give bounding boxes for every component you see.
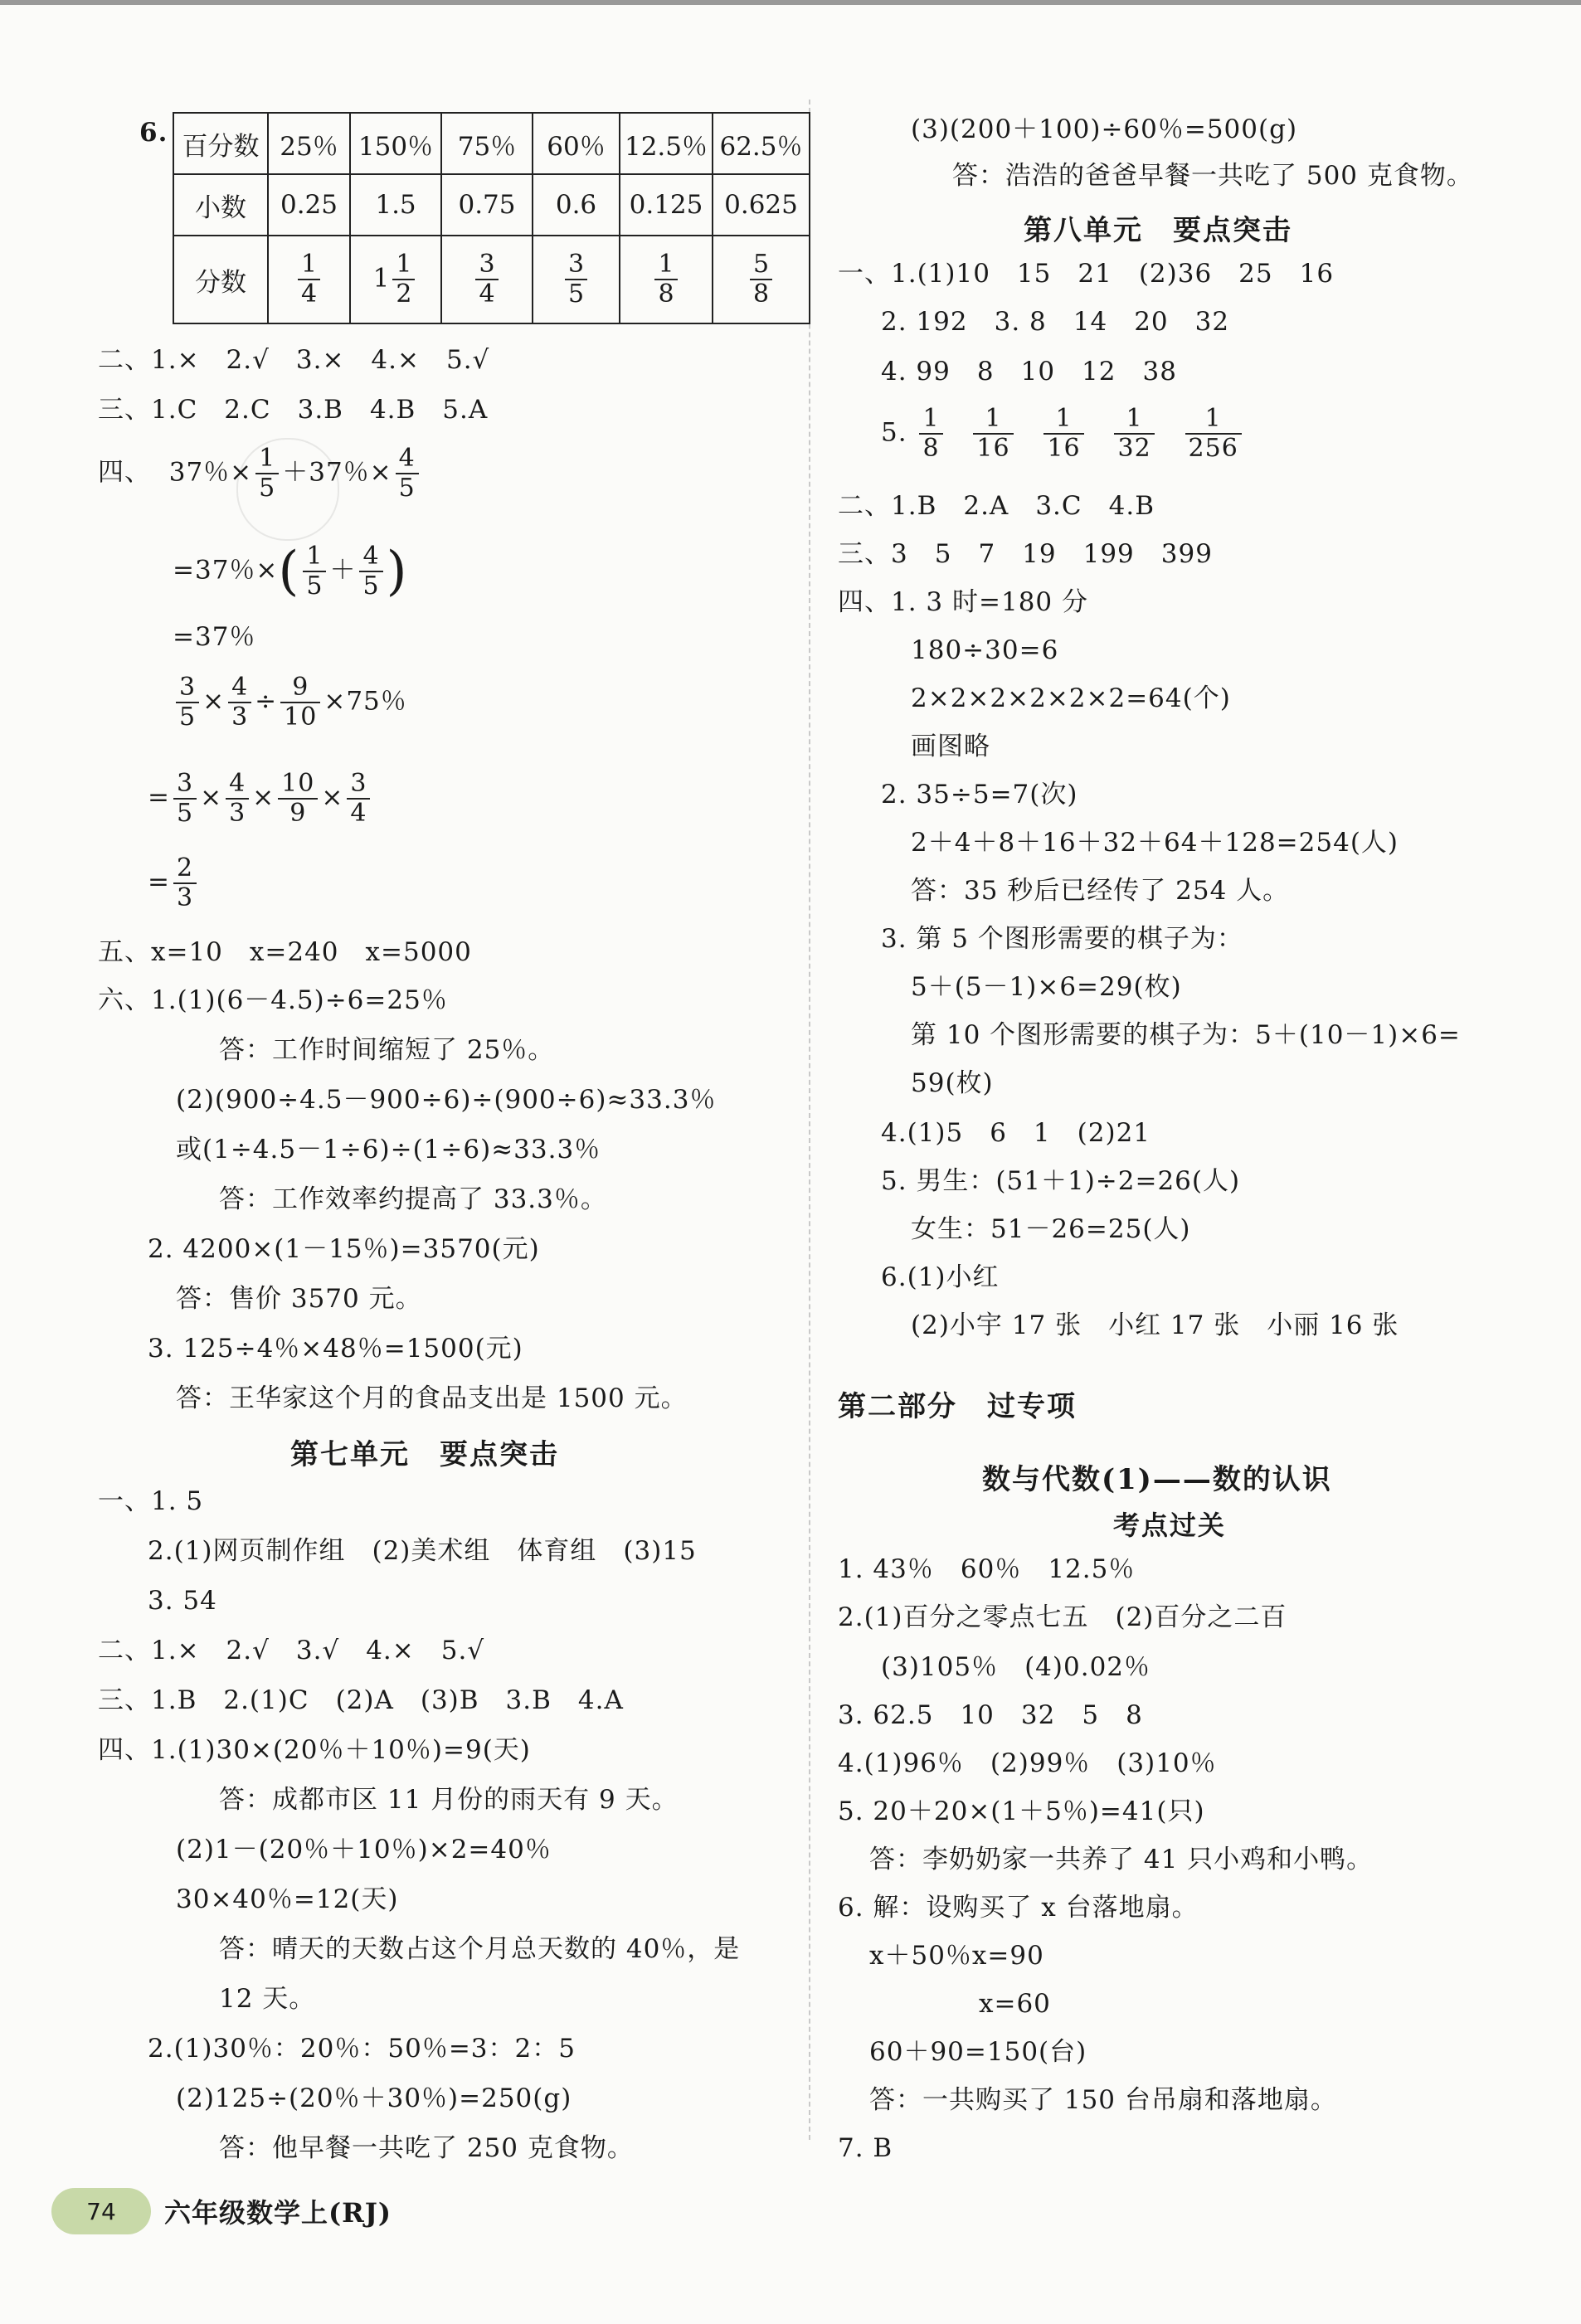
answer-line: 二、1.× 2.√ 3.√ 4.× 5.√ xyxy=(98,1636,485,1665)
answer-line: 2. 35÷5=7(次) xyxy=(881,780,1078,810)
answer-line: 答：工作效率约提高了 33.3％。 xyxy=(219,1184,607,1214)
table-cell: 0.75 xyxy=(441,174,533,236)
answer-line: = $\frac{3}{5}$ × $\frac{4}{3}$ × $\frac{10}{9}$ × $\frac{3}{4}$ xyxy=(148,770,373,828)
table-row xyxy=(173,113,810,174)
answer-line: (2)(900÷4.5－900÷6)÷(900÷6)≈33.3％ xyxy=(176,1085,717,1115)
answer-line: 2.(1)网页制作组 (2)美术组 体育组 (3)15 xyxy=(148,1536,697,1566)
table-cell: 1 $\frac{1}{2}$ xyxy=(350,236,441,323)
section-heading: 第七单元 要点突击 xyxy=(290,1438,559,1471)
answer-line: (2)1－(20％＋10％)×2=40％ xyxy=(176,1835,552,1865)
answer-line: 2×2×2×2×2×2=64(个) xyxy=(911,683,1231,713)
table-cell: 1.5 xyxy=(350,174,441,236)
table-cell: 0.6 xyxy=(533,174,620,236)
answer-line: 180÷30=6 xyxy=(911,635,1059,665)
answer-line: 7. B xyxy=(838,2133,893,2163)
answer-line: 三、1.B 2.(1)C (2)A (3)B 3.B 4.A xyxy=(98,1685,624,1715)
top-border xyxy=(0,0,1581,5)
section-heading: 第八单元 要点突击 xyxy=(1024,214,1292,247)
answer-line: (2)小宇 17 张 小红 17 张 小丽 16 张 xyxy=(911,1310,1399,1340)
answer-line: 女生：51－26=25(人) xyxy=(911,1214,1191,1244)
answer-line: 4. 99 8 10 12 38 xyxy=(881,357,1177,387)
part-heading: 第二部分 过专项 xyxy=(838,1390,1077,1423)
table-cell: $\frac{3}{4}$ xyxy=(441,236,533,323)
answer-line: 答：一共购买了 150 台吊扇和落地扇。 xyxy=(869,2085,1337,2115)
answer-line: 4.(1)5 6 1 (2)21 xyxy=(881,1118,1151,1148)
answer-line: 六、1.(1)(6－4.5)÷6=25％ xyxy=(98,985,448,1015)
answer-line: 二、1.× 2.√ 3.× 4.× 5.√ xyxy=(98,345,490,375)
answer-line: 三、3 5 7 19 199 399 xyxy=(838,539,1213,569)
answer-line: 三、1.C 2.C 3.B 4.B 5.A xyxy=(98,395,489,425)
table-cell: 62.5％ xyxy=(713,113,810,174)
answer-line: 答：晴天的天数占这个月总天数的 40％，是 xyxy=(219,1934,741,1964)
table-cell: 0.125 xyxy=(620,174,713,236)
answer-line: x＋50％x=90 xyxy=(869,1941,1044,1971)
page-number: 74 xyxy=(51,2188,151,2234)
answer-line: 5. 20＋20×(1＋5％)=41(只) xyxy=(838,1796,1205,1826)
book-title: 六年级数学上(RJ) xyxy=(164,2197,392,2229)
table-cell: $\frac{1}{4}$ xyxy=(268,236,350,323)
answer-line: 答：李奶奶家一共养了 41 只小鸡和小鸭。 xyxy=(869,1845,1374,1874)
answer-line: 2＋4＋8＋16＋32＋64＋128=254(人) xyxy=(911,828,1399,858)
answer-line: $\frac{3}{5}$ × $\frac{4}{3}$ ÷ $\frac{9}{10}$ ×75％ xyxy=(173,673,407,732)
answer-line: 四、 37％× $\frac{1}{5}$ ＋37％× $\frac{4}{5}$ xyxy=(98,445,422,503)
answer-line: 答：售价 3570 元。 xyxy=(176,1284,422,1314)
answer-line: =37％×( $\frac{1}{5}$ ＋ $\frac{4}{5}$ ) xyxy=(173,541,408,602)
answer-line: 6.(1)小红 xyxy=(881,1262,1000,1292)
answer-line: 答：王华家这个月的食品支出是 1500 元。 xyxy=(176,1383,688,1413)
table-row xyxy=(173,236,810,323)
answer-line: (3)(200＋100)÷60％=500(g) xyxy=(911,114,1298,144)
answer-line: 五、x=10 x=240 x=5000 xyxy=(98,937,472,967)
answer-line: 二、1.B 2.A 3.C 4.B xyxy=(838,491,1155,521)
answer-line: 一、1. 5 xyxy=(98,1486,204,1516)
table-cell: $\frac{3}{5}$ xyxy=(533,236,620,323)
answer-line: 2. 192 3. 8 14 20 32 xyxy=(881,307,1230,337)
answer-line: 答：成都市区 11 月份的雨天有 9 天。 xyxy=(219,1785,679,1815)
answer-line: 画图略 xyxy=(911,732,990,761)
answer-line: 5＋(5－1)×6=29(枚) xyxy=(911,972,1182,1002)
answer-line: (3)105％ (4)0.02％ xyxy=(881,1652,1151,1682)
table-cell: 0.25 xyxy=(268,174,350,236)
answer-line: 第 10 个图形需要的棋子为：5＋(10－1)×6= xyxy=(911,1020,1461,1050)
sub-heading: 数与代数(1)——数的认识 xyxy=(982,1463,1332,1496)
answer-line: 12 天。 xyxy=(219,1984,316,2014)
table-cell: 75％ xyxy=(441,113,533,174)
answer-line: 答：35 秒后已经传了 254 人。 xyxy=(911,876,1290,906)
table-cell: 0.625 xyxy=(713,174,810,236)
row-label: 分数 xyxy=(173,236,268,323)
answer-line: =37％ xyxy=(173,622,256,652)
answer-line: 答：他早餐一共吃了 250 克食物。 xyxy=(219,2133,634,2163)
sub-heading: 考点过关 xyxy=(1113,1510,1227,1541)
row-label: 小数 xyxy=(173,174,268,236)
answer-line: 2.(1)30％：20％：50％=3：2：5 xyxy=(148,2034,576,2064)
answer-line: 答：工作时间缩短了 25％。 xyxy=(219,1035,555,1065)
answer-line: 3. 62.5 10 32 5 8 xyxy=(838,1700,1143,1730)
answer-line: 2. 4200×(1－15％)=3570(元) xyxy=(148,1234,540,1264)
answer-line: 3. 第 5 个图形需要的棋子为： xyxy=(881,924,1243,954)
page-footer xyxy=(51,2185,392,2238)
answer-line: 或(1÷4.5－1÷6)÷(1÷6)≈33.3％ xyxy=(176,1135,601,1164)
table-cell: $\frac{5}{8}$ xyxy=(713,236,810,323)
answer-line: 3. 125÷4％×48％=1500(元) xyxy=(148,1334,523,1364)
answer-line: 4.(1)96％ (2)99％ (3)10％ xyxy=(838,1748,1217,1778)
answer-line: 答：浩浩的爸爸早餐一共吃了 500 克食物。 xyxy=(952,161,1473,191)
answer-line: 6. 解：设购买了 x 台落地扇。 xyxy=(838,1893,1199,1923)
column-divider xyxy=(809,100,810,2140)
row-label: 百分数 xyxy=(173,113,268,174)
table-cell: 60％ xyxy=(533,113,620,174)
answer-line: = $\frac{2}{3}$ xyxy=(148,854,200,912)
answer-line: (2)125÷(20％＋30％)=250(g) xyxy=(176,2083,572,2113)
answer-line: 3. 54 xyxy=(148,1586,217,1616)
answer-line: 30×40％=12(天) xyxy=(176,1884,399,1914)
table-cell: 150％ xyxy=(350,113,441,174)
answer-line: 四、1.(1)30×(20％＋10％)=9(天) xyxy=(98,1735,531,1765)
table-cell: $\frac{1}{8}$ xyxy=(620,236,713,323)
table-cell: 12.5％ xyxy=(620,113,713,174)
answer-line: x=60 xyxy=(979,1989,1051,2019)
percent-table xyxy=(173,112,810,324)
answer-line: 四、1. 3 时=180 分 xyxy=(838,587,1089,617)
table-cell: 25％ xyxy=(268,113,350,174)
table-row xyxy=(173,174,810,236)
answer-line: 一、1.(1)10 15 21 (2)36 25 16 xyxy=(838,259,1335,289)
answer-line: 59(枚) xyxy=(911,1068,994,1098)
answer-line: 2.(1)百分之零点七五 (2)百分之二百 xyxy=(838,1602,1287,1632)
answer-line: 5. $\frac{1}{8}$ $\frac{1}{16}$ $\frac{1}{16}$ $\frac{1}{32}$ $\frac{1}{256}$ xyxy=(881,405,1245,463)
answer-line: 5. 男生：(51＋1)÷2=26(人) xyxy=(881,1166,1241,1196)
answer-line: 1. 43％ 60％ 12.5％ xyxy=(838,1554,1136,1584)
q6-number: 6. xyxy=(139,118,168,148)
answer-line: 60＋90=150(台) xyxy=(869,2037,1087,2067)
